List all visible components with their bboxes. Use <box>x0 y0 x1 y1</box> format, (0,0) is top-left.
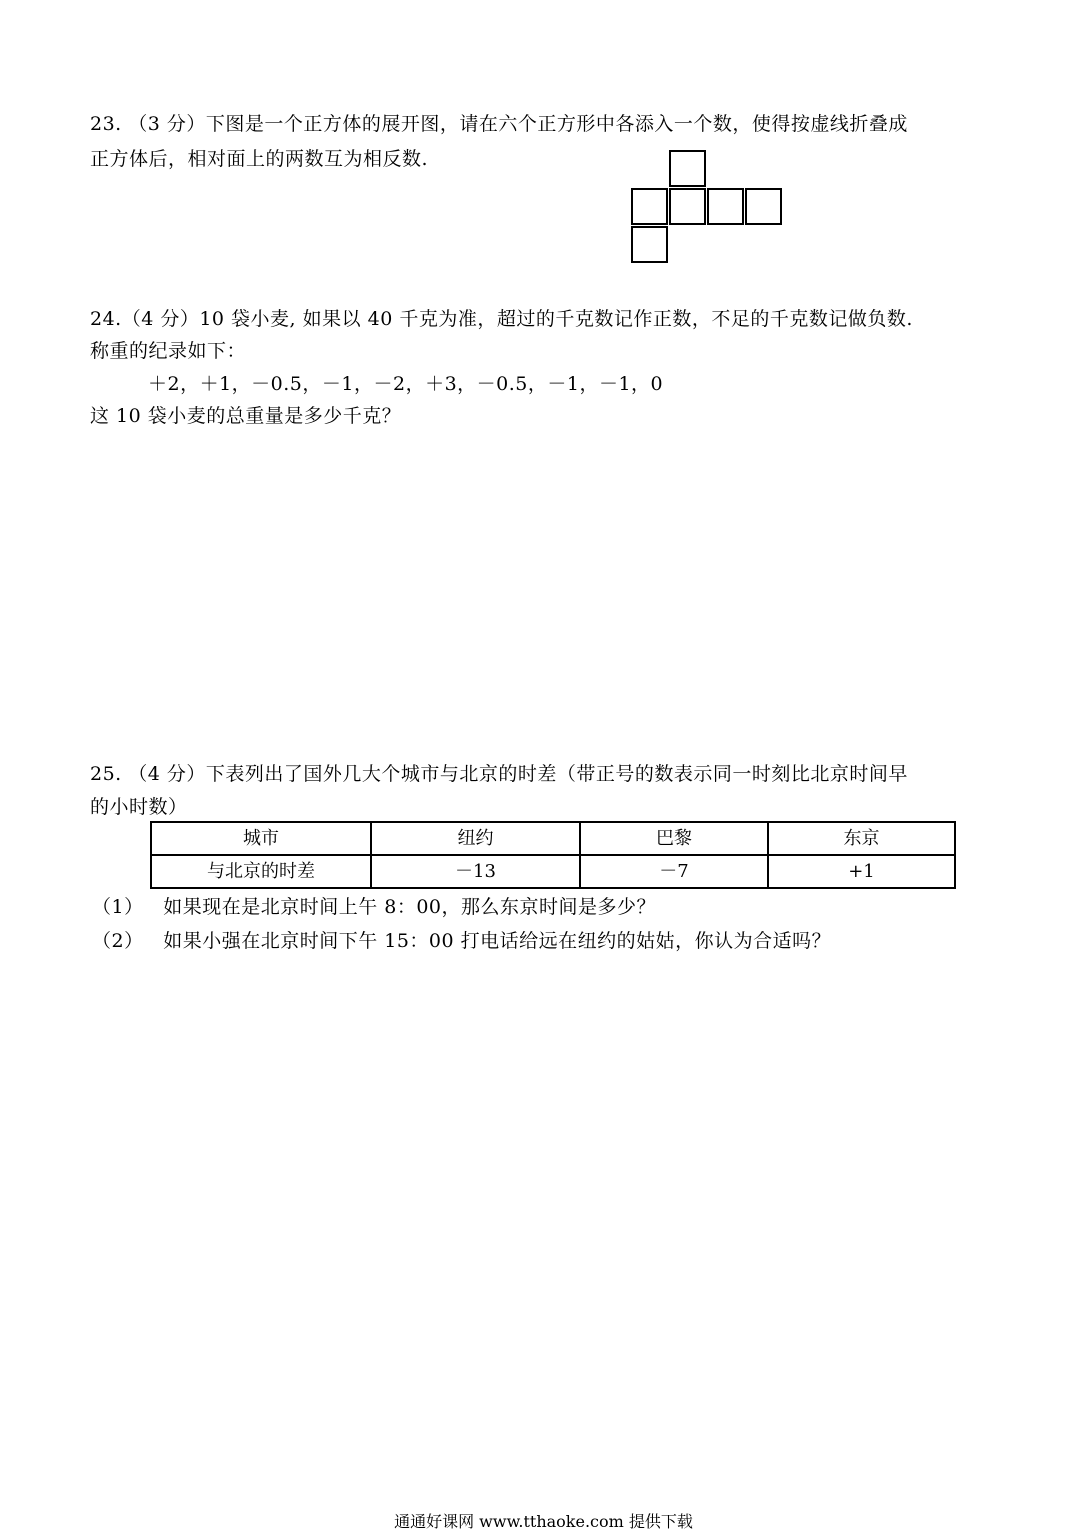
q25-sub-question-1: （1） 如果现在是北京时间上午 8：00，那么东京时间是多少？ <box>92 896 657 918</box>
q25-line-2: 的小时数） <box>90 796 188 818</box>
cube-net-square-bottom <box>631 226 668 263</box>
q24-line-1: 24.（4 分）10 袋小麦, 如果以 40 千克为准，超过的千克数记作正数，不足的千克数记做负数. <box>90 308 913 330</box>
table-cell: 巴黎 <box>580 822 768 855</box>
q24-question: 这 10 袋小麦的总重量是多少千克？ <box>90 405 402 427</box>
table-header-row <box>151 822 955 855</box>
page-footer: 通通好课网 www.tthaoke.com 提供下载 <box>394 1512 693 1531</box>
table-cell: －13 <box>371 855 580 888</box>
table-cell: 纽约 <box>371 822 580 855</box>
q24-line-2: 称重的纪录如下： <box>90 340 247 362</box>
q23-line-2: 正方体后，相对面上的两数互为相反数. <box>90 148 429 170</box>
cube-net-square-row-3 <box>707 188 744 225</box>
time-difference-table <box>150 821 956 889</box>
q23-line-1: 23. （3 分）下图是一个正方体的展开图，请在六个正方形中各添入一个数，使得按虚线折叠成 <box>90 113 908 135</box>
table-row <box>151 855 955 888</box>
cube-net-square-row-4 <box>745 188 782 225</box>
table-cell: 城市 <box>151 822 371 855</box>
q25-sub-question-2: （2） 如果小强在北京时间下午 15：00 打电话给远在纽约的姑姑，你认为合适吗？ <box>92 930 832 952</box>
table-cell: －7 <box>580 855 768 888</box>
q25-line-1: 25. （4 分）下表列出了国外几大个城市与北京的时差（带正号的数表示同一时刻比北京时间早 <box>90 763 908 785</box>
q24-records: ＋2，＋1，－0.5，－1，－2，＋3，－0.5，－1，－1，0 <box>148 373 664 395</box>
cube-net-square-row-1 <box>631 188 668 225</box>
table-cell: 东京 <box>768 822 955 855</box>
cube-net-square-row-2 <box>669 188 706 225</box>
table-cell: 与北京的时差 <box>151 855 371 888</box>
cube-net-diagram <box>631 150 784 265</box>
table-cell: +1 <box>768 855 955 888</box>
cube-net-square-top <box>669 150 706 187</box>
